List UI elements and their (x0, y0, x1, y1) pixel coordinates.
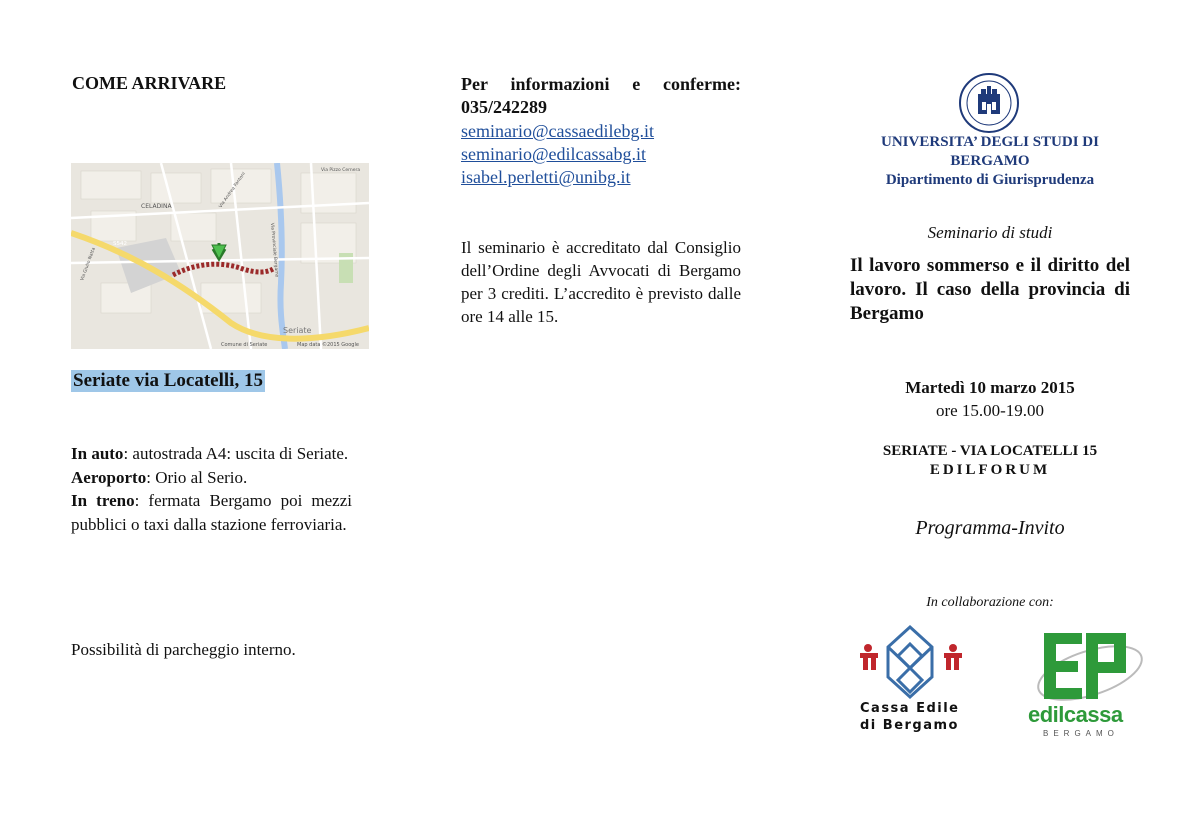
label-aeroporto: Aeroporto (71, 467, 147, 487)
map-label-via-provinciale: Via Provinciale Bergamo (269, 222, 279, 278)
text-in-auto: : autostrada A4: uscita di Seriate. (123, 444, 349, 463)
event-time: ore 15.00-19.00 (935, 401, 1045, 420)
event-venue (850, 442, 1130, 480)
department-name: Dipartimento di Giurisprudenza (885, 172, 1095, 188)
email-link-cassaedile[interactable]: seminario@cassaedilebg.it (461, 121, 655, 141)
text-in-treno: : fermata Bergamo poi mezzi pubblici o taxi dalla stazione ferroviaria. (71, 491, 352, 534)
cassa-edile-logo-text (860, 700, 960, 734)
seminar-kind: Seminario di studi (927, 223, 1053, 242)
map-label-road: S542 (113, 241, 127, 247)
directions-text (71, 442, 352, 536)
seminar-title: Il lavoro sommerso e il diritto del lavoro. Il caso della provincia di Bergamo (850, 255, 1130, 324)
edilcassa-logo-subtext: BERGAMO (1043, 729, 1119, 738)
venue-address: SERIATE - VIA LOCATELLI 15 (882, 443, 1098, 459)
location-map[interactable] (71, 163, 369, 349)
cassa-edile-line1: Cassa Edile (860, 701, 960, 716)
cassa-edile-line2: di Bergamo (860, 718, 959, 733)
edilcassa-suffix: cassa (1063, 702, 1123, 727)
accreditation-text: Il seminario è accreditato dal Consiglio dell’Ordine degli Avvocati di Bergamo per 3 crediti. L’accredito è previsto dalle ore 14 alle 15. (461, 238, 741, 326)
info-heading (461, 73, 741, 119)
label-in-auto: In auto (71, 444, 124, 463)
email-list (461, 120, 654, 189)
collaboration-label: In collaborazione con: (926, 595, 1054, 610)
university-seal-icon (958, 72, 1020, 134)
map-label-celadina: CELADINA (141, 203, 172, 210)
event-date: Martedì 10 marzo 2015 (905, 378, 1075, 397)
phone-number: 035/242289 (461, 97, 548, 117)
map-credit: Map data ©2015 Google (297, 342, 359, 348)
parking-note: Possibilità di parcheggio interno. (71, 640, 296, 659)
map-label-comune: Comune di Seriate (221, 342, 268, 348)
address-highlight: Seriate via Locatelli, 15 (73, 370, 263, 391)
text-aeroporto: : Orio al Serio. (146, 467, 248, 487)
university-name-line1: UNIVERSITA’ DEGLI STUDI DI (881, 134, 1099, 150)
section-heading-come-arrivare: COME ARRIVARE (72, 73, 227, 93)
university-header (850, 133, 1130, 190)
edilcassa-prefix: edil (1028, 702, 1064, 727)
map-label-seriate: Seriate (283, 326, 312, 335)
email-link-edilcassa[interactable]: seminario@edilcassabg.it (461, 144, 647, 164)
email-link-unibg[interactable]: isabel.perletti@unibg.it (461, 167, 631, 187)
label-in-treno: In treno (71, 491, 135, 510)
info-heading-line: Per informazioni e conferme: (461, 74, 741, 94)
programma-invito: Programma-Invito (915, 517, 1065, 539)
map-label-via-andrea: Via Andrea Fantoni (218, 171, 247, 210)
venue-name: EDILFORUM (929, 462, 1051, 478)
map-label-via-pizzo: Via Pizzo Cernera (321, 168, 361, 173)
edilcassa-logo-text (1028, 702, 1123, 728)
university-name-line2: BERGAMO (950, 153, 1030, 169)
map-graphic (71, 163, 369, 349)
map-label-via-gusmini: Via Giulio Natta (80, 246, 97, 282)
